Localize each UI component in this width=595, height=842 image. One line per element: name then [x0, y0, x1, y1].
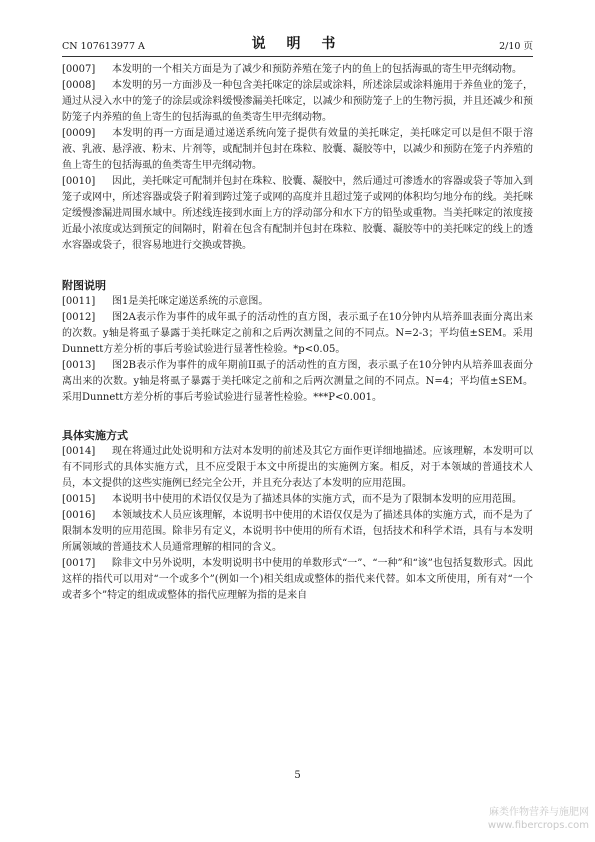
spacer: [62, 406, 533, 428]
paragraph: [62, 492, 533, 508]
paragraph-number: [0015]: [62, 494, 96, 505]
paragraph-number: [0009]: [62, 128, 96, 139]
paragraph-number: [0016]: [62, 510, 96, 521]
paragraph-text: 图1是美托咪定递送系统的示意图。: [112, 296, 269, 307]
document-title: 说 明 书: [251, 36, 344, 52]
paragraph: [62, 174, 533, 254]
watermark: [488, 806, 589, 832]
paragraph-number: [0007]: [62, 64, 96, 75]
paragraph-text: 现在将通过此处说明和方法对本发明的前述及其它方面作更详细地描述。应该理解，本发明可以有不同形式的具体实施方式，且不应受限于本文中所提出的实施例方案。相反，对于本领域的普通技术人员，本文提供的这些实施例已经完全公开，并且充分表达了本发明的应用范围。: [62, 446, 533, 489]
paragraph: [62, 62, 533, 78]
paragraph-number: [0012]: [62, 312, 96, 323]
document-body: [62, 62, 533, 604]
paragraph: [62, 556, 533, 604]
section-heading-figures: 附图说明: [62, 279, 106, 292]
paragraph-number: [0014]: [62, 446, 96, 457]
page-header: [62, 34, 533, 57]
paragraph: [62, 444, 533, 492]
paragraph-text: 本发明的再一方面是通过递送系统向笼子提供有效量的美托咪定，美托咪定可以是但不限于溶液、乳液、悬浮液、粉末、片剂等，或配制并包封在珠粒、胶囊、凝胶等中，以减少和预防在笼子内养殖的鱼上寄生的包括海虱的鱼类寄生甲壳纲动物。: [62, 128, 533, 171]
paragraph-text: 因此，美托咪定可配制并包封在珠粒、胶囊、凝胶中，然后通过可渗透水的容器或袋子等加入到笼子或网中，所述容器或袋子附着到跨过笼子或网的高度并且超过笼子或网的体积均匀地分布的线。美托咪定缓慢渗漏进周围水域中。所述线连接到水面上方的浮动部分和水下方的铅坠或重物。当美托咪定的浓度接近最小浓度或达到预定的间隔时，附着在包含有配制并包封在珠粒、胶囊、凝胶等中的美托咪定的线上的透水容器或袋子，很容易地进行交换或替换。: [62, 176, 533, 251]
paragraph-number: [0010]: [62, 176, 96, 187]
paragraph: [62, 310, 533, 358]
paragraph-text: 本说明书中使用的术语仅仅是为了描述具体的实施方式，而不是为了限制本发明的应用范围。: [112, 494, 522, 505]
paragraph-text: 除非文中另外说明，本发明说明书中使用的单数形式“一”、“一种”和“该”也包括复数形式。因此这样的指代可以用对“一个或多个”(例如一个)相关组成或整体的指代来代替。如本文所使用，所有对“一个或者多个”特定的组成或整体的指代应理解为指的是来自: [62, 558, 533, 601]
paragraph-text: 图2B表示作为事件的成年期前II虱子的活动性的直方图，表示虱子在10分钟内从培养皿表面分离出来的次数。y轴是将虱子暴露于美托咪定之前和之后两次测量之间的不同点。N=4；平均值±SEM。采用Dunnett方差分析的事后考验试验进行显著性检验。***P<0.001。: [62, 360, 533, 403]
section-heading-embodiments: 具体实施方式: [62, 429, 128, 442]
paragraph: [62, 294, 533, 310]
paragraph-number: [0008]: [62, 80, 96, 91]
page-info: 2/10 页: [499, 41, 533, 52]
paragraph: [62, 78, 533, 126]
paragraph-text: 本发明的另一方面涉及一种包含美托咪定的涂层或涂料，所述涂层或涂料施用于养鱼业的笼子，通过从浸入水中的笼子的涂层或涂料缓慢渗漏美托咪定，以减少和预防笼子上的生物污损，并且还减少和预防笼子内养殖的鱼上寄生的包括海虱的鱼类寄生甲壳纲动物。: [62, 80, 533, 123]
paragraph: [62, 508, 533, 556]
patent-number: CN 107613977 A: [62, 41, 145, 52]
paragraph-text: 本发明的一个相关方面是为了减少和预防养殖在笼子内的鱼上的包括海虱的寄生甲壳纲动物。: [112, 64, 522, 75]
watermark-line: www.fibercrops.com: [487, 820, 589, 831]
paragraph-text: 图2A表示作为事件的成年虱子的活动性的直方图，表示虱子在10分钟内从培养皿表面分离出来的次数。y轴是将虱子暴露于美托咪定之前和之后两次测量之间的不同点。N=2-3；平均值±SEM。采用Dunnett方差分析的事后考验试验进行显著性检验。*p<0.05。: [62, 312, 533, 355]
paragraph: [62, 358, 533, 406]
spacer: [62, 254, 533, 278]
paragraph: [62, 126, 533, 174]
paragraph-number: [0013]: [62, 360, 96, 371]
page-number: 5: [294, 770, 301, 781]
watermark-line: 麻类作物营养与施肥网: [489, 807, 589, 818]
paragraph-number: [0017]: [62, 558, 96, 569]
paragraph-text: 本领域技术人员应该理解，本说明书中使用的术语仅仅是为了描述具体的实施方式，而不是为了限制本发明的应用范围。除非另有定义，本说明书中使用的所有术语，包括技术和科学术语，具有与本发明所属领域的普通技术人员通常理解的相同的含义。: [62, 510, 533, 553]
paragraph-number: [0011]: [62, 296, 96, 307]
